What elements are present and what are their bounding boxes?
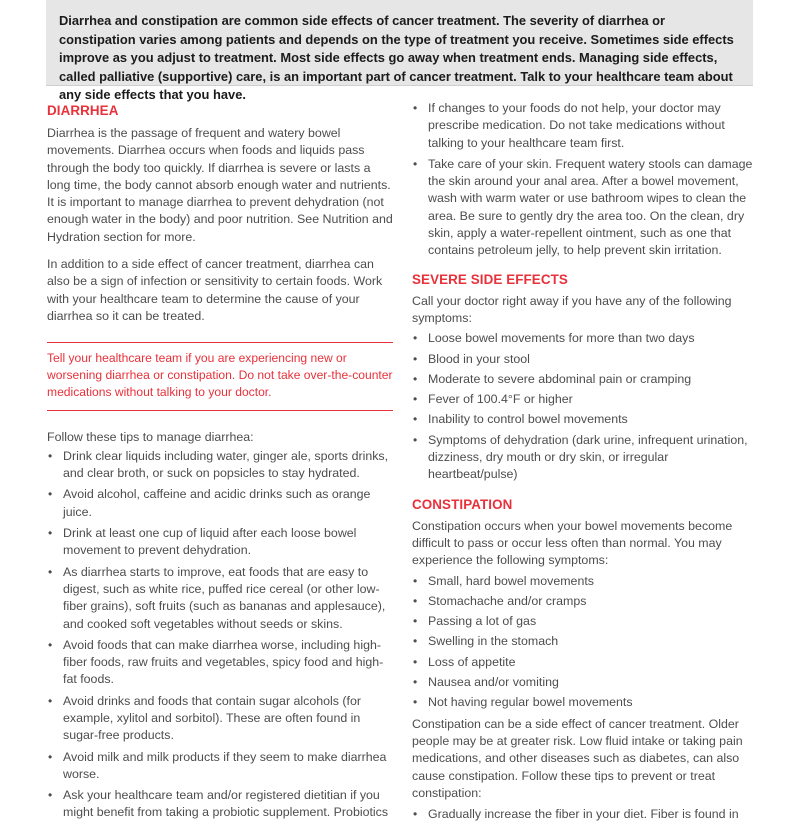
list-item xyxy=(47,525,393,560)
bullet-glyph: • xyxy=(413,807,418,822)
list-item xyxy=(412,674,757,691)
list-item-text: As diarrhea starts to improve, eat foods that are easy to digest, such as white rice, puffed rice cereal (or other low-fiber grains), soft fruits (such as bananas and applesauce), and cooked soft vegetables without seeds or skins. xyxy=(63,564,386,631)
intro-box xyxy=(46,0,753,103)
list-item-text: Fever of 100.4°F or higher xyxy=(428,392,573,407)
list-item-text: Nausea and/or vomiting xyxy=(428,675,559,690)
diarrhea-tips-list xyxy=(47,448,393,822)
list-item xyxy=(412,613,757,630)
left-column xyxy=(47,100,393,822)
list-item-text: Moderate to severe abdominal pain or cramping xyxy=(428,371,692,386)
constipation-tips-list xyxy=(412,806,757,823)
list-item xyxy=(412,654,757,671)
bullet-glyph: • xyxy=(48,526,53,541)
list-item-text: Small, hard bowel movements xyxy=(428,573,594,588)
list-item xyxy=(47,787,393,822)
list-item xyxy=(412,593,757,610)
callout-top-rule xyxy=(47,342,393,343)
list-item xyxy=(47,637,393,689)
diarrhea-tips-continued xyxy=(412,100,757,260)
list-item-text: Swelling in the stomach xyxy=(428,634,559,649)
list-item-text: Avoid foods that can make diarrhea worse, including high-fiber foods, raw fruits and vegetables, spicy food and high-fat foods. xyxy=(63,637,384,687)
bullet-glyph: • xyxy=(413,156,418,171)
bullet-glyph: • xyxy=(413,695,418,710)
list-item xyxy=(47,693,393,745)
list-item-text: If changes to your foods do not help, your doctor may prescribe medication. Do not take medications without talking to your healthcare team first. xyxy=(428,101,725,150)
list-item-text: Drink at least one cup of liquid after each loose bowel movement to prevent dehydration. xyxy=(63,526,357,558)
list-item xyxy=(412,330,757,347)
list-item xyxy=(412,100,757,152)
bullet-glyph: • xyxy=(48,749,53,764)
list-item-text: Avoid alcohol, caffeine and acidic drinks such as orange juice. xyxy=(63,487,371,519)
bullet-glyph: • xyxy=(48,487,53,502)
bullet-glyph: • xyxy=(48,448,53,463)
diarrhea-heading: DIARRHEA xyxy=(47,103,119,118)
bullet-glyph: • xyxy=(413,351,418,366)
diarrhea-tips-intro: Follow these tips to manage diarrhea: xyxy=(47,429,254,444)
list-item-text: Avoid drinks and foods that contain sugar alcohols (for example, xylitol and sorbitol). These are often found in sugar-free products. xyxy=(63,693,362,743)
list-item xyxy=(412,351,757,368)
list-item-text: Blood in your stool xyxy=(428,351,530,366)
list-item xyxy=(47,448,393,483)
constipation-intro: Constipation occurs when your bowel movements become difficult to pass or occur less often than normal. You may experience the following symptoms: xyxy=(412,518,733,568)
list-item xyxy=(47,486,393,521)
bullet-glyph: • xyxy=(413,331,418,346)
diarrhea-paragraph-1: Diarrhea is the passage of frequent and watery bowel movements. Diarrhea occurs when foods and liquids pass through the body too quickly. If diarrhea is severe or lasts a long time, the body cannot absorb enough water and nutrients. It is important to manage diarrhea to prevent dehydration (not enough water in the body) and poor nutrition. See Nutrition and Hydration section for more. xyxy=(47,126,393,244)
list-item xyxy=(47,749,393,784)
list-item xyxy=(47,564,393,633)
list-item-text: Avoid milk and milk products if they seem to make diarrhea worse. xyxy=(63,749,387,781)
bullet-glyph: • xyxy=(413,614,418,629)
severe-side-effects-heading: SEVERE SIDE EFFECTS xyxy=(412,271,568,287)
list-item xyxy=(412,156,757,260)
severe-intro: Call your doctor right away if you have any of the following symptoms: xyxy=(412,293,732,325)
bullet-glyph: • xyxy=(48,788,53,803)
constipation-symptoms-list xyxy=(412,573,757,712)
callout-text: Tell your healthcare team if you are experiencing new or worsening diarrhea or constipation. Do not take over-the-counter medications without talking to your doctor. xyxy=(47,351,393,400)
bullet-glyph: • xyxy=(413,654,418,669)
bullet-glyph: • xyxy=(413,573,418,588)
bullet-glyph: • xyxy=(413,675,418,690)
list-item xyxy=(412,573,757,590)
bullet-glyph: • xyxy=(413,392,418,407)
bullet-glyph: • xyxy=(413,371,418,386)
bullet-glyph: • xyxy=(413,432,418,447)
bullet-glyph: • xyxy=(413,412,418,427)
list-item-text: Drink clear liquids including water, ginger ale, sports drinks, and clear broth, or suck on popsicles to stay hydrated. xyxy=(63,448,389,481)
constipation-heading: CONSTIPATION xyxy=(412,496,513,512)
list-item-text: Stomachache and/or cramps xyxy=(428,593,587,608)
bullet-glyph: • xyxy=(48,564,53,579)
list-item-text: Ask your healthcare team and/or registered dietitian if you might benefit from taking a probiotic supplement. Probiotics xyxy=(63,788,389,820)
bullet-glyph: • xyxy=(413,634,418,649)
list-item-text: Loose bowel movements for more than two days xyxy=(428,331,695,346)
list-item xyxy=(412,411,757,428)
list-item-text: Not having regular bowel movements xyxy=(428,695,633,710)
list-item xyxy=(412,633,757,650)
list-item-text: Inability to control bowel movements xyxy=(428,412,628,427)
list-item xyxy=(412,694,757,711)
callout-bottom-rule xyxy=(47,410,393,411)
bullet-glyph: • xyxy=(48,693,53,708)
list-item xyxy=(412,806,757,823)
bullet-glyph: • xyxy=(48,637,53,652)
bullet-glyph: • xyxy=(413,593,418,608)
list-item xyxy=(412,371,757,388)
list-item-text: Gradually increase the fiber in your diet. Fiber is found in xyxy=(428,807,739,822)
constipation-paragraph: Constipation can be a side effect of cancer treatment. Older people may be at greater risk. Low fluid intake or taking pain medications, and other diseases such as diabetes, can also cause constipation. Follow these tips to prevent or treat constipation: xyxy=(412,716,743,800)
right-column xyxy=(412,100,757,823)
intro-text: Diarrhea and constipation are common side effects of cancer treatment. The severity of diarrhea or constipation varies among patients and depends on the type of treatment you receive. Sometimes side effects improve as you adjust to treatment. Most side effects go away when treatment ends. Managing side effects, called palliative (supportive) care, is an important part of cancer treatment. Talk to your healthcare team about any side effects that you have. xyxy=(59,13,734,103)
list-item-text: Take care of your skin. Frequent watery stools can damage the skin around your anal area. After a bowel movement, wash with warm water or use bathroom wipes to clean the area. Be sure to gently dry the area too. On the clean, dry skin, apply a water-repellent ointment, such as one that contains petroleum jelly, to help prevent skin irritation. xyxy=(428,156,753,258)
diarrhea-paragraph-2: In addition to a side effect of cancer treatment, diarrhea can also be a sign of infection or sensitivity to certain foods. Work with your healthcare team to determine the cause of your diarrhea so it can be treated. xyxy=(47,257,383,323)
list-item-text: Passing a lot of gas xyxy=(428,614,537,629)
list-item xyxy=(412,391,757,408)
list-item-text: Symptoms of dehydration (dark urine, infrequent urination, dizziness, dry mouth or dry skin, or irregular heartbeat/pulse) xyxy=(428,432,748,482)
list-item xyxy=(412,432,757,484)
severe-symptoms-list xyxy=(412,330,757,483)
bullet-glyph: • xyxy=(413,101,418,115)
list-item-text: Loss of appetite xyxy=(428,654,516,669)
